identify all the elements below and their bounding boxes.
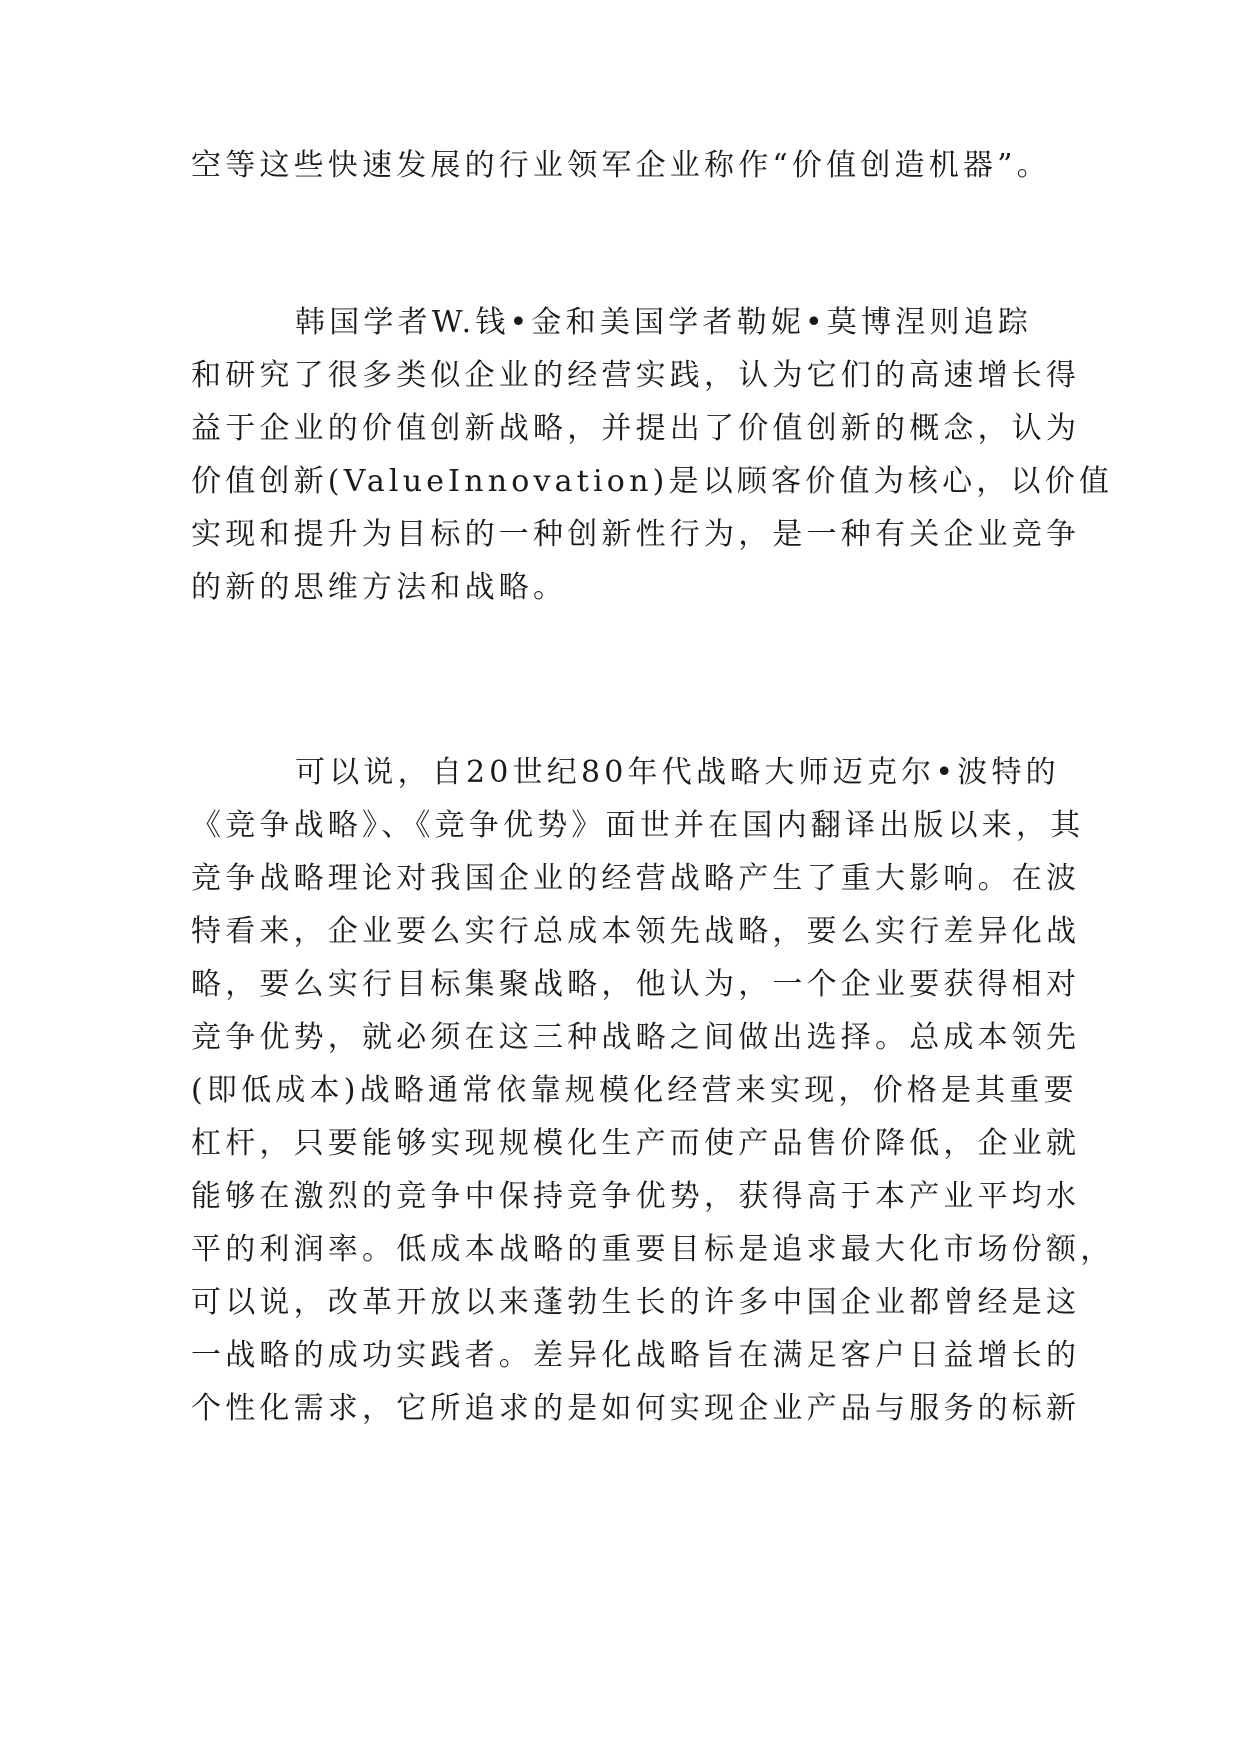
paragraph-line: 略，要么实行目标集聚战略，他认为，一个企业要获得相对 <box>191 967 1081 1002</box>
paragraph-line: 和研究了很多类似企业的经营实践，认为它们的高速增长得 <box>191 358 1081 393</box>
paragraph-line: 能够在激烈的竞争中保持竞争优势，获得高于本产业平均水 <box>191 1179 1081 1214</box>
paragraph-line: 可以说，自20世纪80年代战略大师迈克尔•波特的 <box>295 755 1060 790</box>
paragraph-line: 实现和提升为目标的一种创新性行为，是一种有关企业竞争 <box>191 517 1081 552</box>
paragraph-line: 个性化需求，它所追求的是如何实现企业产品与服务的标新 <box>191 1391 1081 1426</box>
paragraph-line: 《竞争战略》、《竞争优势》面世并在国内翻译出版以来，其 <box>191 808 1085 843</box>
paragraph-line: 特看来，企业要么实行总成本领先战略，要么实行差异化战 <box>191 914 1081 949</box>
paragraph-line: 的新的思维方法和战略。 <box>191 570 568 605</box>
paragraph-line: 竞争优势，就必须在这三种战略之间做出选择。总成本领先 <box>191 1020 1081 1055</box>
paragraph-line: 竞争战略理论对我国企业的经营战略产生了重大影响。在波 <box>191 861 1081 896</box>
paragraph-line: (即低成本)战略通常依靠规模化经营来实现，价格是其重要 <box>191 1073 1078 1108</box>
paragraph-line: 杠杆，只要能够实现规模化生产而使产品售价降低，企业就 <box>191 1126 1081 1161</box>
paragraph-line: 价值创新(ValueInnovation)是以顾客价值为核心，以价值 <box>191 464 1114 499</box>
paragraph-line: 平的利润率。低成本战略的重要目标是追求最大化市场份额， <box>191 1232 1115 1267</box>
paragraph-line: 一战略的成功实践者。差异化战略旨在满足客户日益增长的 <box>191 1338 1081 1373</box>
paragraph-line: 韩国学者W.钱•金和美国学者勒妮•莫博涅则追踪 <box>295 305 1033 340</box>
paragraph-line: 可以说，改革开放以来蓬勃生长的许多中国企业都曾经是这 <box>191 1285 1081 1320</box>
paragraph-line: 益于企业的价值创新战略，并提出了价值创新的概念，认为 <box>191 411 1081 446</box>
paragraph-line: 空等这些快速发展的行业领军企业称作“价值创造机器”。 <box>191 148 1051 183</box>
